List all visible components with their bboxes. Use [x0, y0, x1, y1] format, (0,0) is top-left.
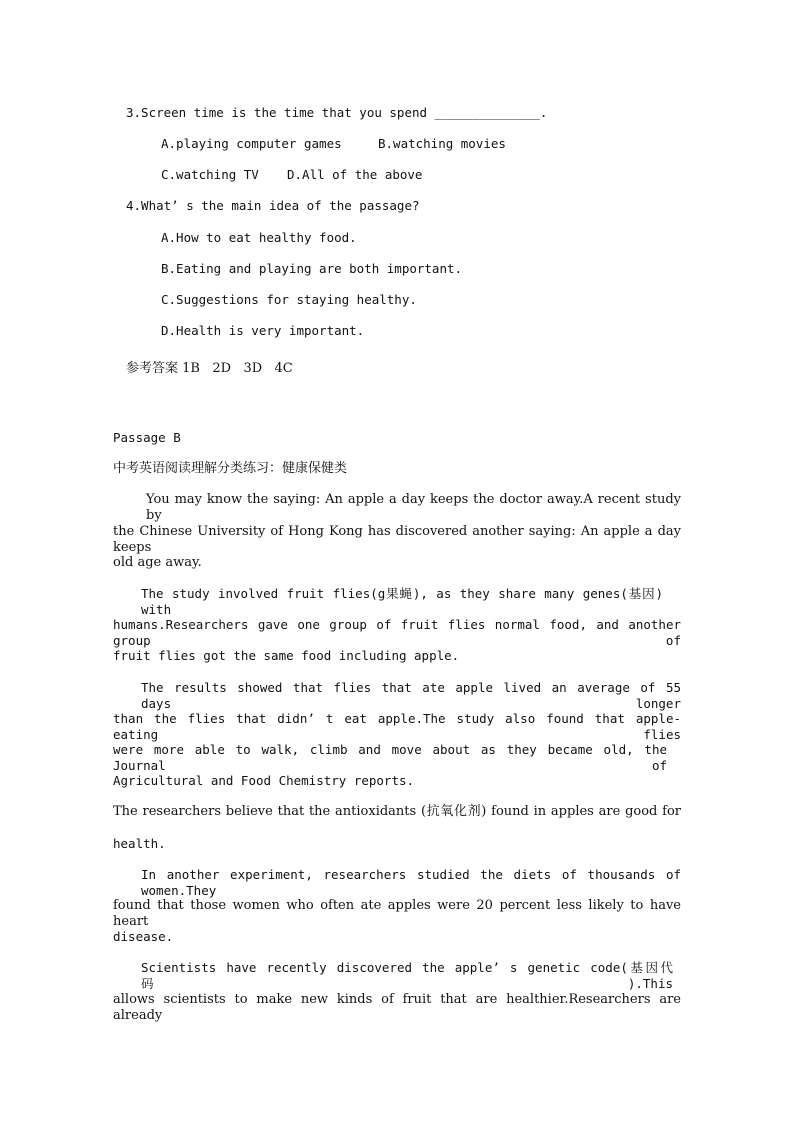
- passage-line: The study involved fruit flies(g果蝇), as they share many genes(基因) with: [141, 586, 663, 617]
- passage-subtitle: 中考英语阅读理解分类练习：健康保健类: [113, 461, 348, 476]
- passage-line: disease.: [113, 929, 174, 944]
- passage-line: You may know the saying: An apple a day keeps the doctor away.A recent study by: [146, 492, 681, 523]
- passage-line: The results showed that flies that ate apple lived an average of 55 days longer: [141, 680, 681, 711]
- question-3-stem: 3.Screen time is the time that you spend ______________.: [126, 105, 548, 120]
- question-3-option-d: D.All of the above: [287, 167, 423, 182]
- question-3-option-b: B.watching movies: [378, 136, 506, 151]
- passage-line: were more able to walk, climb and move about as they became old, the Journal of: [113, 742, 667, 773]
- question-4-stem: 4.What’ s the main idea of the passage?: [126, 198, 420, 213]
- question-4-option-d: D.Health is very important.: [161, 323, 365, 338]
- passage-line: allows scientists to make new kinds of fruit that are healthier.Researchers are already: [113, 992, 681, 1023]
- passage-line: fruit flies got the same food including apple.: [113, 648, 460, 663]
- passage-title: Passage B: [113, 430, 181, 445]
- passage-line: humans.Researchers gave one group of fruit flies normal food, and another group of: [113, 617, 681, 648]
- question-4-option-a: A.How to eat healthy food.: [161, 230, 357, 245]
- passage-line: health.: [113, 836, 166, 851]
- passage-line: In another experiment, researchers studied the diets of thousands of women.They: [141, 867, 681, 898]
- passage-line: found that those women who often ate apples were 20 percent less likely to have heart: [113, 898, 681, 929]
- passage-line: the Chinese University of Hong Kong has discovered another saying: An apple a day keeps: [113, 524, 681, 555]
- question-3-option-c: C.watching TV: [161, 167, 259, 182]
- passage-line: Agricultural and Food Chemistry reports.: [113, 773, 415, 788]
- question-4-option-c: C.Suggestions for staying healthy.: [161, 292, 417, 307]
- passage-line: than the flies that didn’ t eat apple.The study also found that apple-eating flies: [113, 711, 681, 742]
- question-3-option-a: A.playing computer games: [161, 136, 342, 151]
- passage-line: Scientists have recently discovered the apple’ s genetic code(基因代码).This: [141, 960, 673, 991]
- passage-line: old age away.: [113, 555, 202, 570]
- answer-key: 参考答案 1B 2D 3D 4C: [126, 361, 293, 376]
- question-4-option-b: B.Eating and playing are both important.: [161, 261, 463, 276]
- passage-line: The researchers believe that the antioxidants (抗氧化剂) found in apples are good for: [113, 804, 681, 819]
